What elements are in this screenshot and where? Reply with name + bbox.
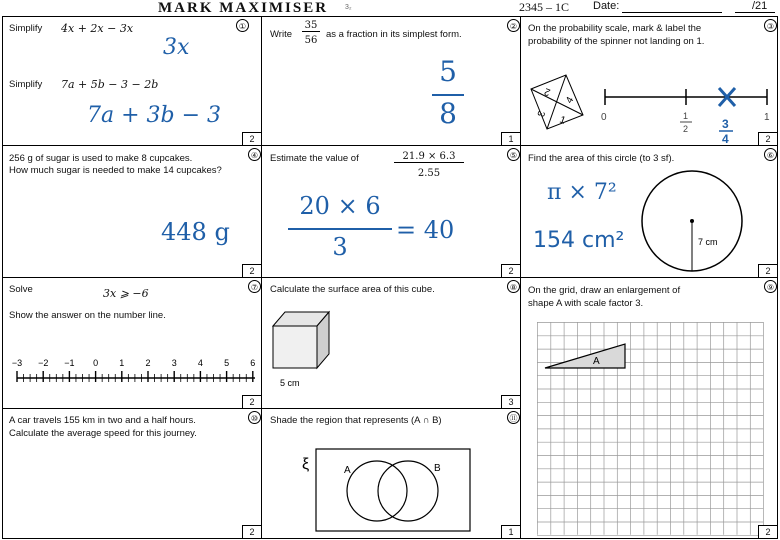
date-field[interactable] — [622, 12, 722, 13]
set-a-label: A — [344, 465, 351, 476]
answer-numerator: 20 × 6 — [299, 192, 381, 220]
marks-box: 1 — [501, 525, 520, 538]
cube-diagram — [270, 308, 340, 388]
simplify-label: Simplify — [9, 79, 43, 90]
question-10-cell — [2, 408, 262, 539]
number-line-label: 3 — [171, 358, 177, 368]
question-text: On the probability scale, mark & label the — [528, 23, 702, 34]
question-6-cell — [520, 145, 778, 278]
marks-box: 2 — [242, 132, 261, 145]
question-text: as a fraction in its simplest form. — [326, 29, 462, 40]
scale-label-half-denominator: 2 — [683, 124, 689, 134]
probability-diagram — [521, 67, 778, 146]
question-text: Estimate the value of — [270, 153, 359, 164]
question-number: ⑨ — [764, 280, 777, 293]
marks-box: 2 — [242, 525, 261, 538]
number-line-label: 6 — [250, 358, 256, 368]
question-3-cell — [520, 16, 778, 146]
question-8-cell — [261, 277, 521, 409]
shape-a — [545, 344, 625, 368]
answer: 3x — [163, 35, 190, 60]
question-number: ⑥ — [764, 148, 777, 161]
question-text: Shade the region that represents (A ∩ B) — [270, 415, 442, 426]
shape-a-label: A — [593, 356, 600, 367]
write-label: Write — [270, 29, 292, 40]
question-number: ③ — [764, 19, 777, 32]
question-9-cell — [520, 277, 778, 539]
question-text: 256 g of sugar is used to make 8 cupcakes. — [9, 153, 193, 164]
number-line-label: 2 — [145, 358, 151, 368]
estimate-denominator: 2.55 — [417, 168, 441, 179]
universal-set-symbol: ξ — [302, 456, 310, 473]
centre-point — [690, 219, 694, 223]
question-text: probability of the spinner not landing on 1. — [528, 36, 705, 47]
answer-denominator: 4 — [722, 132, 729, 146]
question-4-cell — [2, 145, 262, 278]
marks-box: 2 — [758, 132, 777, 145]
spinner — [531, 75, 583, 129]
question-number: ① — [236, 19, 249, 32]
solve-label: Solve — [9, 284, 33, 295]
expression: 7a + 5b − 3 − 2b — [61, 78, 159, 91]
answer-fraction-bar — [432, 94, 464, 96]
spinner-section-label: 2 — [543, 85, 553, 98]
spinner-section-label: 1 — [557, 114, 567, 127]
question-text: A car travels 155 km in two and a half hours. — [9, 415, 196, 426]
answer-fraction-bar — [288, 228, 392, 230]
question-number: ⑤ — [507, 148, 520, 161]
radius-label: 7 cm — [698, 237, 718, 247]
scale-label-one: 1 — [764, 112, 770, 123]
number-line-label: 4 — [197, 358, 203, 368]
expression: 4x + 2x − 3x — [61, 22, 134, 35]
date-label: Date: — [593, 0, 620, 12]
score-field[interactable] — [735, 12, 775, 13]
question-text: On the grid, draw an enlargement of — [528, 285, 681, 296]
question-text: Show the answer on the number line. — [9, 310, 166, 321]
number-line-label: −1 — [64, 358, 75, 368]
question-2-cell — [261, 16, 521, 146]
question-5-cell — [261, 145, 521, 278]
scale-label-zero: 0 — [601, 112, 607, 123]
scale-label-half-numerator: 1 — [683, 111, 689, 121]
fraction-numerator: 35 — [302, 20, 320, 32]
marks-box: 1 — [501, 132, 520, 145]
number-line-label: −3 — [11, 358, 23, 368]
question-number: ⑪ — [507, 411, 520, 424]
fraction-denominator: 56 — [304, 35, 318, 46]
total-score: /21 — [752, 0, 768, 12]
number-line-label: 1 — [119, 358, 125, 368]
answer-denominator: 3 — [332, 233, 348, 261]
answer-denominator: 8 — [439, 97, 457, 130]
question-1-cell — [2, 16, 262, 146]
estimate-numerator: 21.9 × 6.3 — [394, 151, 464, 163]
enlargement-grid[interactable] — [537, 322, 778, 539]
marks-box: 2 — [501, 264, 520, 277]
question-number: ② — [507, 19, 520, 32]
simplify-label: Simplify — [9, 23, 43, 34]
question-text: Find the area of this circle (to 3 sf). — [528, 153, 675, 164]
marks-box: 2 — [242, 264, 261, 277]
answer-working: π × 7² — [547, 180, 617, 205]
venn-diagram[interactable] — [292, 445, 477, 535]
answer-numerator: 3 — [722, 117, 729, 131]
number-line-label: 0 — [93, 358, 99, 368]
worksheet-header — [0, 0, 780, 16]
small-label: 3₂ — [345, 4, 352, 11]
spinner-section-label: 3 — [534, 108, 547, 118]
answer: 154 cm² — [533, 228, 625, 253]
question-text: Calculate the surface area of this cube. — [270, 284, 435, 295]
answer-numerator: 5 — [439, 55, 457, 88]
marks-box: 2 — [242, 395, 261, 408]
worksheet-code: 2345 – 1C — [519, 0, 570, 14]
marks-box: 3 — [501, 395, 520, 408]
set-a-circle[interactable] — [347, 461, 407, 521]
answer: 7a + 3b − 3 — [87, 103, 222, 128]
circle-diagram — [641, 170, 751, 276]
question-7-cell — [2, 277, 262, 409]
set-b-label: B — [434, 463, 441, 474]
inequality: 3x ⩾ −6 — [103, 287, 149, 300]
spinner-section-label: 4 — [564, 95, 577, 106]
universal-set-box — [316, 449, 470, 531]
question-number: ④ — [248, 148, 261, 161]
question-11-cell — [261, 408, 521, 539]
number-line-label: −2 — [38, 358, 49, 368]
number-line[interactable] — [3, 356, 261, 396]
answer: 448 g — [161, 218, 230, 246]
question-number: ⑦ — [248, 280, 261, 293]
marks-box: 2 — [758, 264, 777, 277]
question-text: shape A with scale factor 3. — [528, 298, 644, 309]
side-length-label: 5 cm — [280, 378, 300, 388]
question-text: How much sugar is needed to make 14 cupcakes? — [9, 165, 222, 176]
number-line-label: 5 — [224, 358, 230, 368]
question-text: Calculate the average speed for this journey. — [9, 428, 197, 439]
set-b-circle[interactable] — [378, 461, 438, 521]
question-number: ⑩ — [248, 411, 261, 424]
marks-box: 2 — [758, 525, 777, 538]
answer-result: = 40 — [396, 216, 455, 244]
worksheet-title: MARK MAXIMISER — [158, 0, 329, 16]
question-number: ⑧ — [507, 280, 520, 293]
